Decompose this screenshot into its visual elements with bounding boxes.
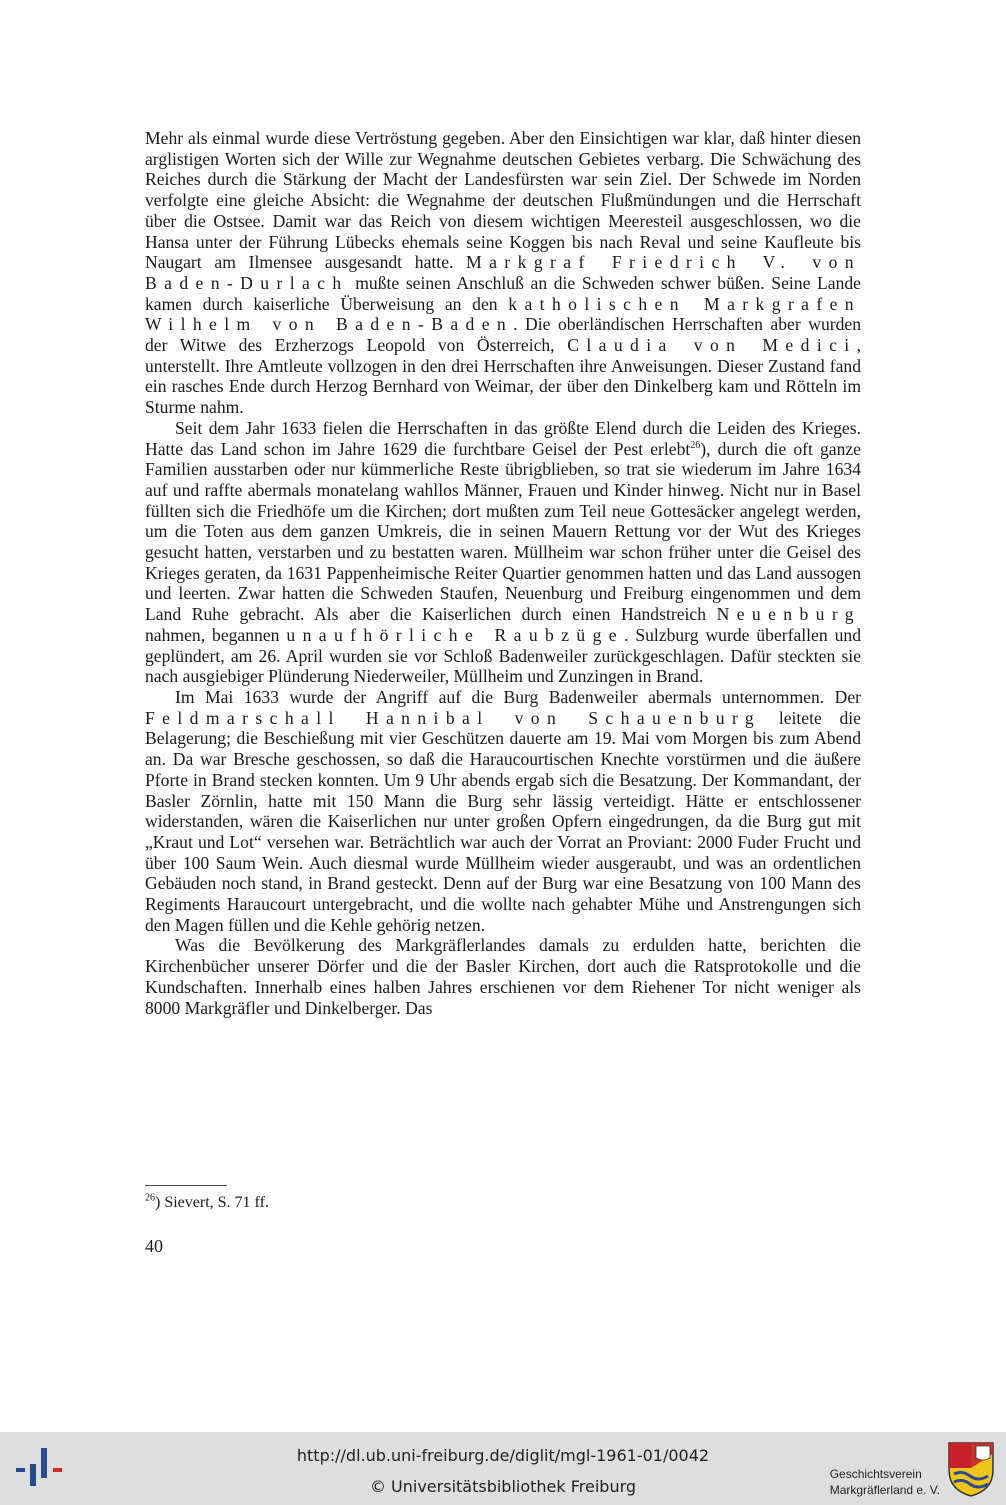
text-run: Mehr als einmal wurde diese Vertröstung gegeben. Aber den Einsichtigen war klar, daß hinter diesen arglistigen Worten sich der Wille zur Wegnahme deutschen Gebietes verbarg. Die Schwächung des Reiches durch die Stärkung der Macht der Landesfürsten war sein Ziel. Der Schwede im Norden verfolgte eine gleiche Absicht: die Wegnahme der deutschen Flußmündungen und die Herrschaft über die Ostsee. Damit war das Reich von diesem wichtigen Meeresteil ausgeschlossen, wo die Hansa unter der Führung Lübecks ehemals seine Koggen bis nach Reval und seine Kaufleute bis Naugart am Ilmensee ausgesandt hatte.	[145, 128, 861, 273]
text-run: . Sulzburg wurde überfallen und geplündert, am 26. April wurden sie vor Schloß Badenweiler zurückgeschlagen. Dafür steckten sie nach ausgiebiger Plünderung Niederweiler, Müllheim und Zunzingen in Brand.	[145, 624, 861, 687]
spaced-name: unaufhörliche Raubzüge	[286, 624, 624, 645]
page-number: 40	[145, 1236, 163, 1256]
spaced-name: Markgraf Friedrich V. von Baden-Durlach	[145, 252, 861, 293]
paragraph-4	[145, 935, 861, 1018]
society-name	[830, 1466, 940, 1498]
footer-url[interactable]	[0, 1446, 1006, 1465]
text-run: , unterstellt. Ihre Amtleute vollzogen in den drei Herrschaften ihre Anweisungen. Dieser Zustand fand ein rasches Ende durch Herzog Bernhard von Weimar, der über den Dinkelberg kam und Rötteln im Sturme nahm.	[145, 335, 861, 418]
text-run: Was die Bevölkerung des Markgräflerlandes damals zu erdulden hatte, berichten die Kirchenbücher unserer Dörfer und die der Basler Kirchen, dort auch die Ratsprotokolle und die Kundschaften. Innerhalb eines halben Jahres erschienen vor dem Riehener Tor nicht weniger als 8000 Markgräfler und Dinkelberger. Das	[145, 935, 861, 1018]
paragraph-1	[145, 128, 861, 418]
spaced-name: Neuenburg	[716, 604, 861, 625]
text-run: Im Mai 1633 wurde der Angriff auf die Burg Badenweiler abermals unternommen. Der	[175, 686, 861, 707]
spaced-name: katholischen Markgrafen Wilhelm von Baden-Baden	[145, 293, 861, 335]
footnote	[145, 1194, 269, 1212]
text-run: ), durch die oft ganze Familien ausstarben oder nur kümmerliche Reste übrigblieben, so trat sie wiederum im Jahre 1634 auf und raffte abermals monatelang wahllos Männer, Frauen und Kinder hinweg. Nicht nur in Basel füllten sich die Friedhöfe um die Kirchen; dort mußten zum Teil neue Gottesäcker angelegt werden, um die Toten aus dem ganzen Umkreis, die in seinen Mauern Rettung vor der Wut des Krieges gesucht hatten, verstarben und zu bestatten waren. Müllheim war schon früher unter die Geisel des Krieges geraten, da 1631 Pappenheimische Reiter Quartier genommen hatten und das Land aussogen und leerten. Zwar hatten die Schweden Staufen, Neuenburg und Freiburg eingenommen und dem Land Ruhe gebracht. Als aber die Kaiserlichen durch einen Handstreich	[145, 438, 861, 625]
coat-of-arms-icon[interactable]	[946, 1440, 996, 1498]
footnote-divider	[145, 1185, 227, 1186]
society-line-2: Markgräflerland e. V.	[829, 1483, 940, 1497]
spaced-name: Feldmarschall Hannibal von Schauenburg	[145, 707, 762, 728]
paragraph-3	[145, 687, 861, 935]
text-run: nahmen, begannen	[145, 624, 287, 645]
paragraph-2	[145, 418, 861, 687]
society-line-1: Geschichtsverein	[829, 1467, 922, 1481]
body-text	[145, 128, 861, 1018]
text-run: Seit dem Jahr 1633 fielen die Herrschaften in das größte Elend durch die Leiden des Krieges. Hatte das Land schon im Jahre 1629 die furchtbare Geisel der Pest erlebt	[145, 417, 861, 459]
text-run: . Die oberländischen Herrschaften aber wurden der Witwe des Erzherzogs Leopold von Österreich,	[145, 314, 862, 356]
text-run: leitete die Belagerung; die Beschießung mit vier Geschützen dauerte am 19. Mai vom Morgen bis zum Abend an. Da war Bresche geschossen, so daß die Haraucourtischen Knechte vorstürmen und die äußere Pforte in Brand stecken konnten. Um 9 Uhr abends ergab sich die Besatzung. Der Kommandant, der Basler Zörnlin, hatte mit 150 Mann die Burg sehr lässig verteidigt. Hätte er entschlossener widerstanden, wären die Kaiserlichen nur unter großen Opfern eingedrungen, da die Burg gut mit „Kraut und Lot“ versehen war. Beträchtlich war auch der Vorrat an Proviant: 2000 Fuder Frucht und über 100 Saum Wein. Auch diesmal wurde Müllheim wieder ausgeraubt, und was an ordentlichen Gebäuden noch stand, in Brand gesteckt. Denn auf der Burg war eine Besatzung von 100 Mann des Regiments Haraucourt untergebracht, und die wollte nach gehabter Mühe und Anstrengungen sich den Magen füllen und die Kehle gehörig netzen.	[145, 707, 861, 935]
footer-bar	[0, 1432, 1006, 1505]
text-run: mußte seinen Anschluß an die Schweden schwer büßen. Seine Lande kamen durch kaiserliche Überweisung an den	[145, 272, 861, 314]
permalink[interactable]: http://dl.ub.uni-freiburg.de/diglit/mgl-1961-01/0042	[296, 1446, 710, 1465]
footnote-reference: 26	[690, 439, 701, 451]
footnote-text: ) Sievert, S. 71 ff.	[155, 1194, 269, 1211]
spaced-name: Claudia von Medici	[567, 335, 857, 356]
footnote-mark: 26	[145, 1192, 155, 1204]
footer-copyright: © Universitätsbibliothek Freiburg	[369, 1477, 637, 1496]
